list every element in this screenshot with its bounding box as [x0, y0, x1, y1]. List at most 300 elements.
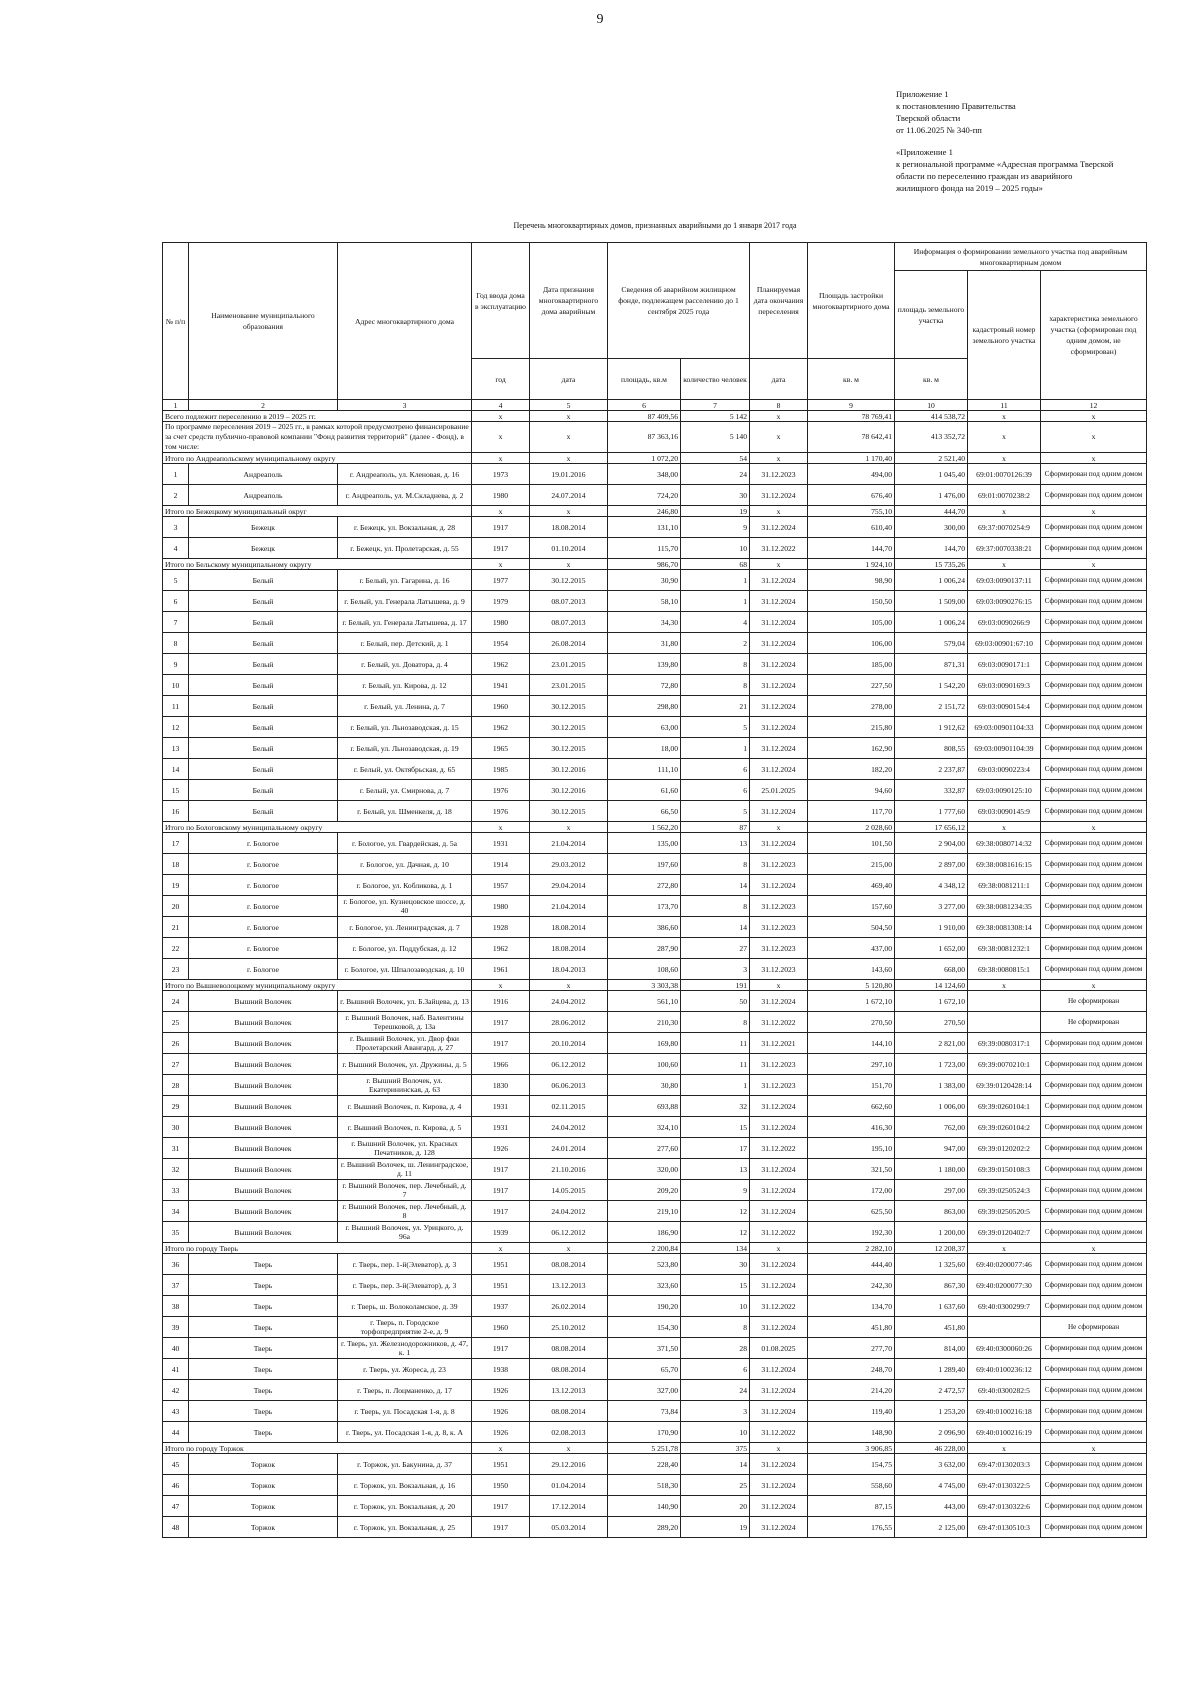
year-cell: 1917	[472, 1159, 530, 1180]
address-cell: г. Бологое, ул. Поддубская, д. 12	[338, 938, 472, 959]
land-area-cell: 1 200,00	[895, 1222, 968, 1243]
area-cell: 108,60	[608, 959, 681, 980]
date-recognized-cell: 14.05.2015	[530, 1180, 608, 1201]
year-cell: 1951	[472, 1454, 530, 1475]
row-number: 4	[163, 538, 189, 559]
land-status-cell: Сформирован под одним домом	[1041, 780, 1147, 801]
year-cell: 1960	[472, 696, 530, 717]
land-status-cell: Сформирован под одним домом	[1041, 570, 1147, 591]
land-area-cell: 1 777,60	[895, 801, 968, 822]
municipality-cell: Белый	[189, 717, 338, 738]
land-status-cell: Сформирован под одним домом	[1041, 1401, 1147, 1422]
subtotal-label: Итого по Андреапольскому муниципальному округу	[163, 453, 472, 464]
cadastral-cell: 69:40:0100236:12	[968, 1359, 1041, 1380]
building-area-cell: 662,60	[808, 1096, 895, 1117]
unit-area: площадь, кв.м	[608, 359, 681, 400]
land-area-cell: 270,50	[895, 1012, 968, 1033]
building-area-cell: 437,00	[808, 938, 895, 959]
column-number: 2	[189, 400, 338, 411]
appendix-line: к региональной программе «Адресная программа Тверской	[896, 159, 1114, 169]
planned-end-cell: 31.12.2024	[750, 1180, 808, 1201]
people-cell: 10	[681, 538, 750, 559]
land-status-cell: Сформирован под одним домом	[1041, 696, 1147, 717]
planned-end-cell: 31.12.2023	[750, 917, 808, 938]
cadastral-cell: 69:39:0150108:3	[968, 1159, 1041, 1180]
area-cell: 277,60	[608, 1138, 681, 1159]
subtotal-build: 3 906,85	[808, 1443, 895, 1454]
row-number: 36	[163, 1254, 189, 1275]
year-cell: 1976	[472, 801, 530, 822]
subtotal-char: x	[1041, 506, 1147, 517]
municipality-cell: Тверь	[189, 1380, 338, 1401]
column-number: 4	[472, 400, 530, 411]
subtotal-date: x	[530, 453, 608, 464]
subtotal-people: 87	[681, 822, 750, 833]
land-status-cell: Сформирован под одним домом	[1041, 1496, 1147, 1517]
subtotal-year: x	[472, 822, 530, 833]
year-cell: 1941	[472, 675, 530, 696]
appendix-line: Тверской области	[896, 113, 961, 123]
table-row	[163, 1317, 1147, 1338]
row-number: 32	[163, 1159, 189, 1180]
area-cell: 371,50	[608, 1338, 681, 1359]
row-number: 24	[163, 991, 189, 1012]
land-area-cell: 3 632,00	[895, 1454, 968, 1475]
cadastral-cell: 69:40:0300282:5	[968, 1380, 1041, 1401]
header-planned-end: Планируемая дата окончания переселения	[750, 243, 808, 359]
year-cell: 1917	[472, 1033, 530, 1054]
row-number: 12	[163, 717, 189, 738]
building-area-cell: 119,40	[808, 1401, 895, 1422]
address-cell: г. Бологое, ул. Ленинградская, д. 7	[338, 917, 472, 938]
unit-date: дата	[750, 359, 808, 400]
land-status-cell: Сформирован под одним домом	[1041, 1096, 1147, 1117]
program-total-row	[163, 422, 1147, 453]
cadastral-cell: 69:37:0070254:9	[968, 517, 1041, 538]
cadastral-cell: 69:03:0090125:10	[968, 780, 1041, 801]
year-cell: 1980	[472, 612, 530, 633]
appendix-line: области по переселению граждан из аварийного	[896, 171, 1073, 181]
address-cell: г. Вышний Волочек, ул. Дружины, д. 5	[338, 1054, 472, 1075]
municipality-cell: Тверь	[189, 1317, 338, 1338]
row-number: 20	[163, 896, 189, 917]
people-cell: 8	[681, 654, 750, 675]
subtotal-year: x	[472, 506, 530, 517]
subtotal-char: x	[1041, 1243, 1147, 1254]
table-row	[163, 938, 1147, 959]
building-area-cell: 185,00	[808, 654, 895, 675]
year-cell: 1926	[472, 1380, 530, 1401]
area-cell: 100,60	[608, 1054, 681, 1075]
program-date: x	[530, 422, 608, 453]
program-end: x	[750, 422, 808, 453]
year-cell: 1966	[472, 1054, 530, 1075]
address-cell: г. Андреаполь, ул. Кленовая, д. 16	[338, 464, 472, 485]
area-cell: 523,80	[608, 1254, 681, 1275]
land-status-cell: Сформирован под одним домом	[1041, 633, 1147, 654]
area-cell: 63,00	[608, 717, 681, 738]
row-number: 7	[163, 612, 189, 633]
area-cell: 323,60	[608, 1275, 681, 1296]
land-status-cell: Сформирован под одним домом	[1041, 938, 1147, 959]
date-recognized-cell: 19.01.2016	[530, 464, 608, 485]
subtotal-row	[163, 1443, 1147, 1454]
year-cell: 1954	[472, 633, 530, 654]
municipality-cell: Бежецк	[189, 538, 338, 559]
row-number: 23	[163, 959, 189, 980]
land-status-cell: Сформирован под одним домом	[1041, 738, 1147, 759]
area-cell: 327,00	[608, 1380, 681, 1401]
cadastral-cell: 69:38:0081211:1	[968, 875, 1041, 896]
table-row	[163, 1054, 1147, 1075]
year-cell: 1917	[472, 1180, 530, 1201]
subtotal-area: 246,80	[608, 506, 681, 517]
land-area-cell: 1 509,00	[895, 591, 968, 612]
subtotal-end: x	[750, 506, 808, 517]
row-number: 30	[163, 1117, 189, 1138]
cadastral-cell: 69:03:00901104:39	[968, 738, 1041, 759]
people-cell: 8	[681, 1317, 750, 1338]
subtotal-date: x	[530, 506, 608, 517]
address-cell: г. Тверь, пер. 3-й(Элеватор), д. 3	[338, 1275, 472, 1296]
building-area-cell: 192,30	[808, 1222, 895, 1243]
year-cell: 1917	[472, 1012, 530, 1033]
people-cell: 24	[681, 1380, 750, 1401]
subtotal-date: x	[530, 980, 608, 991]
land-area-cell: 3 277,00	[895, 896, 968, 917]
row-number: 25	[163, 1012, 189, 1033]
row-number: 43	[163, 1401, 189, 1422]
people-cell: 8	[681, 854, 750, 875]
people-cell: 1	[681, 738, 750, 759]
address-cell: г. Тверь, ул. Посадская 1-я, д. 8, к. А	[338, 1422, 472, 1443]
land-area-cell: 762,00	[895, 1117, 968, 1138]
planned-end-cell: 31.12.2023	[750, 959, 808, 980]
subtotal-land: 17 656,12	[895, 822, 968, 833]
subtotal-label: Итого по Бологовскому муниципальному округу	[163, 822, 472, 833]
row-number: 22	[163, 938, 189, 959]
area-cell: 173,70	[608, 896, 681, 917]
land-area-cell: 1 325,60	[895, 1254, 968, 1275]
table-row	[163, 1338, 1147, 1359]
subtotal-area: 5 251,78	[608, 1443, 681, 1454]
date-recognized-cell: 18.08.2014	[530, 517, 608, 538]
date-recognized-cell: 06.12.2012	[530, 1054, 608, 1075]
land-status-cell: Сформирован под одним домом	[1041, 875, 1147, 896]
area-cell: 73,84	[608, 1401, 681, 1422]
municipality-cell: Вышний Волочек	[189, 991, 338, 1012]
year-cell: 1962	[472, 938, 530, 959]
land-area-cell: 863,00	[895, 1201, 968, 1222]
year-cell: 1926	[472, 1401, 530, 1422]
municipality-cell: Белый	[189, 612, 338, 633]
people-cell: 17	[681, 1138, 750, 1159]
land-area-cell: 2 904,00	[895, 833, 968, 854]
building-area-cell: 157,60	[808, 896, 895, 917]
people-cell: 25	[681, 1475, 750, 1496]
planned-end-cell: 31.12.2024	[750, 1454, 808, 1475]
year-cell: 1950	[472, 1475, 530, 1496]
subtotal-people: 191	[681, 980, 750, 991]
subtotal-area: 1 562,20	[608, 822, 681, 833]
table-row	[163, 896, 1147, 917]
municipality-cell: Торжок	[189, 1496, 338, 1517]
table-row	[163, 633, 1147, 654]
building-area-cell: 98,90	[808, 570, 895, 591]
cadastral-cell: 69:47:0130322:6	[968, 1496, 1041, 1517]
municipality-cell: Белый	[189, 696, 338, 717]
subtotal-cad: x	[968, 822, 1041, 833]
area-cell: 31,80	[608, 633, 681, 654]
row-number: 15	[163, 780, 189, 801]
area-cell: 320,00	[608, 1159, 681, 1180]
year-cell: 1957	[472, 875, 530, 896]
address-cell: г. Вышний Волочек, ул. Екатерининская, д. 63	[338, 1075, 472, 1096]
table-row	[163, 1475, 1147, 1496]
table-row	[163, 1138, 1147, 1159]
planned-end-cell: 31.12.2024	[750, 717, 808, 738]
people-cell: 21	[681, 696, 750, 717]
land-area-cell: 1 542,20	[895, 675, 968, 696]
row-number: 19	[163, 875, 189, 896]
land-area-cell: 4 745,00	[895, 1475, 968, 1496]
total-label: Всего подлежит переселению в 2019 – 2025 гг.	[163, 411, 472, 422]
subtotal-cad: x	[968, 453, 1041, 464]
people-cell: 13	[681, 1159, 750, 1180]
subtotal-label: Итого по Бежецкому муниципальный округ	[163, 506, 472, 517]
date-recognized-cell: 06.06.2013	[530, 1075, 608, 1096]
building-area-cell: 297,10	[808, 1054, 895, 1075]
subtotal-land: 14 124,60	[895, 980, 968, 991]
subtotal-date: x	[530, 822, 608, 833]
cadastral-cell: 69:38:0081616:15	[968, 854, 1041, 875]
year-cell: 1977	[472, 570, 530, 591]
year-cell: 1926	[472, 1138, 530, 1159]
date-recognized-cell: 02.11.2015	[530, 1096, 608, 1117]
land-area-cell: 300,00	[895, 517, 968, 538]
table-row	[163, 1012, 1147, 1033]
subtotal-area: 3 303,38	[608, 980, 681, 991]
date-recognized-cell: 30.12.2016	[530, 780, 608, 801]
date-recognized-cell: 08.07.2013	[530, 612, 608, 633]
people-cell: 28	[681, 1338, 750, 1359]
date-recognized-cell: 13.12.2013	[530, 1380, 608, 1401]
subtotal-people: 68	[681, 559, 750, 570]
area-cell: 170,90	[608, 1422, 681, 1443]
building-area-cell: 172,00	[808, 1180, 895, 1201]
municipality-cell: Белый	[189, 591, 338, 612]
date-recognized-cell: 30.12.2015	[530, 738, 608, 759]
land-status-cell: Сформирован под одним домом	[1041, 1359, 1147, 1380]
cadastral-cell: 69:40:0200077:46	[968, 1254, 1041, 1275]
table-row	[163, 1296, 1147, 1317]
people-cell: 1	[681, 570, 750, 591]
land-status-cell: Сформирован под одним домом	[1041, 1475, 1147, 1496]
program-land: 413 352,72	[895, 422, 968, 453]
subtotal-land: 12 208,37	[895, 1243, 968, 1254]
land-status-cell: Сформирован под одним домом	[1041, 759, 1147, 780]
planned-end-cell: 31.12.2024	[750, 875, 808, 896]
land-status-cell: Сформирован под одним домом	[1041, 675, 1147, 696]
planned-end-cell: 31.12.2024	[750, 738, 808, 759]
building-area-cell: 278,00	[808, 696, 895, 717]
building-area-cell: 144,10	[808, 1033, 895, 1054]
table-row	[163, 1117, 1147, 1138]
date-recognized-cell: 17.12.2014	[530, 1496, 608, 1517]
people-cell: 30	[681, 485, 750, 506]
subtotal-label: Итого по городу Торжок	[163, 1443, 472, 1454]
address-cell: г. Тверь, ш. Волоколамское, д. 39	[338, 1296, 472, 1317]
land-area-cell: 1 652,00	[895, 938, 968, 959]
cadastral-cell: 69:39:0120202:2	[968, 1138, 1041, 1159]
date-recognized-cell: 24.04.2012	[530, 1201, 608, 1222]
year-cell: 1938	[472, 1359, 530, 1380]
land-area-cell: 1 006,00	[895, 1096, 968, 1117]
address-cell: г. Бологое, ул. Гвардейская, д. 5а	[338, 833, 472, 854]
municipality-cell: Вышний Волочек	[189, 1159, 338, 1180]
subtotal-cad: x	[968, 559, 1041, 570]
building-area-cell: 451,80	[808, 1317, 895, 1338]
subtotal-row	[163, 822, 1147, 833]
cadastral-cell: 69:38:0080815:1	[968, 959, 1041, 980]
address-cell: г. Белый, ул. Льнозаводская, д. 15	[338, 717, 472, 738]
municipality-cell: Белый	[189, 570, 338, 591]
people-cell: 32	[681, 1096, 750, 1117]
building-area-cell: 444,40	[808, 1254, 895, 1275]
municipality-cell: Торжок	[189, 1454, 338, 1475]
building-area-cell: 182,20	[808, 759, 895, 780]
land-status-cell: Сформирован под одним домом	[1041, 854, 1147, 875]
people-cell: 6	[681, 1359, 750, 1380]
land-status-cell: Сформирован под одним домом	[1041, 917, 1147, 938]
people-cell: 1	[681, 591, 750, 612]
subtotal-build: 1 924,10	[808, 559, 895, 570]
table-row	[163, 959, 1147, 980]
row-number: 35	[163, 1222, 189, 1243]
people-cell: 13	[681, 833, 750, 854]
municipality-cell: г. Бологое	[189, 938, 338, 959]
table-row	[163, 654, 1147, 675]
land-status-cell: Сформирован под одним домом	[1041, 1380, 1147, 1401]
address-cell: г. Белый, ул. Кирова, д. 12	[338, 675, 472, 696]
subtotal-char: x	[1041, 822, 1147, 833]
planned-end-cell: 31.12.2023	[750, 1054, 808, 1075]
land-status-cell: Сформирован под одним домом	[1041, 1275, 1147, 1296]
subtotal-people: 19	[681, 506, 750, 517]
land-area-cell: 1 006,24	[895, 612, 968, 633]
program-char: x	[1041, 422, 1147, 453]
area-cell: 190,20	[608, 1296, 681, 1317]
municipality-cell: Белый	[189, 654, 338, 675]
subtotal-build: 2 282,10	[808, 1243, 895, 1254]
subtotal-row	[163, 559, 1147, 570]
planned-end-cell: 31.12.2024	[750, 517, 808, 538]
area-cell: 30,90	[608, 570, 681, 591]
year-cell: 1962	[472, 654, 530, 675]
land-area-cell: 1 912,62	[895, 717, 968, 738]
table-row	[163, 801, 1147, 822]
subtotal-row	[163, 1243, 1147, 1254]
planned-end-cell: 31.12.2024	[750, 833, 808, 854]
date-recognized-cell: 13.12.2013	[530, 1275, 608, 1296]
land-status-cell: Сформирован под одним домом	[1041, 801, 1147, 822]
row-number: 17	[163, 833, 189, 854]
header-address: Адрес многоквартирного дома	[338, 243, 472, 400]
municipality-cell: Белый	[189, 738, 338, 759]
land-status-cell: Сформирован под одним домом	[1041, 1033, 1147, 1054]
cadastral-cell: 69:37:0070338:21	[968, 538, 1041, 559]
municipality-cell: Тверь	[189, 1401, 338, 1422]
date-recognized-cell: 08.08.2014	[530, 1359, 608, 1380]
housing-table	[162, 242, 1147, 1538]
address-cell: г. Белый, ул. Доватора, д. 4	[338, 654, 472, 675]
planned-end-cell: 31.12.2024	[750, 654, 808, 675]
municipality-cell: Тверь	[189, 1296, 338, 1317]
column-number: 5	[530, 400, 608, 411]
address-cell: г. Торжок, ул. Бакунина, д. 37	[338, 1454, 472, 1475]
header-cadastral: кадастровый номер земельного участка	[968, 271, 1041, 400]
land-area-cell: 4 348,12	[895, 875, 968, 896]
building-area-cell: 227,50	[808, 675, 895, 696]
subtotal-build: 5 120,80	[808, 980, 895, 991]
people-cell: 15	[681, 1275, 750, 1296]
cadastral-cell: 69:39:0120428:14	[968, 1075, 1041, 1096]
people-cell: 10	[681, 1422, 750, 1443]
municipality-cell: Белый	[189, 759, 338, 780]
municipality-cell: Тверь	[189, 1254, 338, 1275]
subtotal-end: x	[750, 1243, 808, 1254]
subtotal-area: 2 200,84	[608, 1243, 681, 1254]
building-area-cell: 504,50	[808, 917, 895, 938]
area-cell: 219,10	[608, 1201, 681, 1222]
planned-end-cell: 31.12.2024	[750, 1496, 808, 1517]
building-area-cell: 117,70	[808, 801, 895, 822]
address-cell: г. Белый, ул. Октябрьская, д. 65	[338, 759, 472, 780]
land-status-cell: Сформирован под одним домом	[1041, 485, 1147, 506]
building-area-cell: 215,80	[808, 717, 895, 738]
table-row	[163, 1454, 1147, 1475]
subtotal-date: x	[530, 1443, 608, 1454]
building-area-cell: 143,60	[808, 959, 895, 980]
address-cell: г. Белый, ул. Льнозаводская, д. 19	[338, 738, 472, 759]
land-area-cell: 1 289,40	[895, 1359, 968, 1380]
people-cell: 4	[681, 612, 750, 633]
cadastral-cell: 69:03:0090145:9	[968, 801, 1041, 822]
land-area-cell: 1 383,00	[895, 1075, 968, 1096]
cadastral-cell: 69:03:0090154:4	[968, 696, 1041, 717]
address-cell: г. Белый, ул. Смирнова, д. 7	[338, 780, 472, 801]
area-cell: 111,10	[608, 759, 681, 780]
land-area-cell: 443,00	[895, 1496, 968, 1517]
column-number: 8	[750, 400, 808, 411]
table-row	[163, 991, 1147, 1012]
land-area-cell: 808,55	[895, 738, 968, 759]
planned-end-cell: 31.12.2024	[750, 591, 808, 612]
cadastral-cell: 69:39:0070210:1	[968, 1054, 1041, 1075]
area-cell: 139,80	[608, 654, 681, 675]
date-recognized-cell: 30.12.2016	[530, 759, 608, 780]
municipality-cell: Белый	[189, 780, 338, 801]
date-recognized-cell: 20.10.2014	[530, 1033, 608, 1054]
area-cell: 324,10	[608, 1117, 681, 1138]
subtotal-land: 46 228,00	[895, 1443, 968, 1454]
people-cell: 11	[681, 1054, 750, 1075]
cadastral-cell: 69:03:0090223:4	[968, 759, 1041, 780]
header-fund-info: Сведения об аварийном жилищном фонде, подлежащем расселению до 1 сентября 2025 года	[608, 243, 750, 359]
area-cell: 197,60	[608, 854, 681, 875]
date-recognized-cell: 25.10.2012	[530, 1317, 608, 1338]
land-area-cell: 2 472,57	[895, 1380, 968, 1401]
